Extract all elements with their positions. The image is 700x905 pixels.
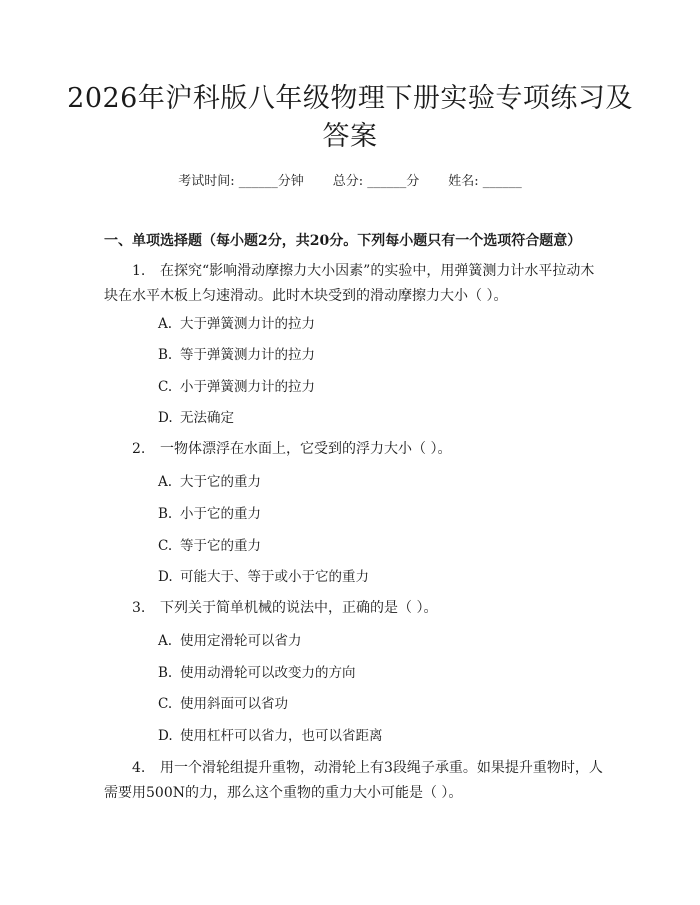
question-number: 1. <box>132 263 146 279</box>
question-text: 下列关于简单机械的说法中，正确的是（ ）。 <box>160 600 438 616</box>
question-1 <box>104 259 604 309</box>
option-1c <box>158 377 315 397</box>
question-4 <box>104 756 604 806</box>
option-letter: D. <box>158 569 173 585</box>
option-2b <box>158 504 261 524</box>
option-1d <box>158 408 234 428</box>
question-2 <box>104 437 604 462</box>
time-unit: 分钟 <box>277 174 304 189</box>
option-letter: A. <box>158 316 173 332</box>
question-text: 一物体漂浮在水面上，它受到的浮力大小（ ）。 <box>160 441 452 457</box>
option-letter: C. <box>158 379 173 395</box>
option-letter: D. <box>158 728 173 744</box>
option-letter: B. <box>158 506 173 522</box>
option-letter: B. <box>158 347 173 363</box>
option-text: 使用定滑轮可以省力 <box>180 633 302 649</box>
time-blank: ______ <box>238 174 278 189</box>
option-text: 大于弹簧测力计的拉力 <box>180 316 315 332</box>
option-2c <box>158 536 261 556</box>
section-heading: 一、单项选择题（每小题2分，共20分。下列每小题只有一个选项符合题意） <box>104 233 582 249</box>
question-text: 在探究“影响滑动摩擦力大小因素”的实验中，用弹簧测力计水平拉动木块在水平木板上匀速滑动。此时木块受到的滑动摩擦力大小（ ）。 <box>104 263 595 304</box>
score-label: 总分: <box>332 174 364 189</box>
option-text: 使用杠杆可以省力，也可以省距离 <box>180 728 383 744</box>
option-2d <box>158 567 369 587</box>
option-letter: A. <box>158 633 173 649</box>
option-text: 小于弹簧测力计的拉力 <box>180 379 315 395</box>
option-3c <box>158 694 288 714</box>
option-1a <box>158 314 315 334</box>
name-blank: ______ <box>482 174 522 189</box>
time-label: 考试时间: <box>178 174 235 189</box>
option-text: 使用动滑轮可以改变力的方向 <box>180 665 356 681</box>
option-3a <box>158 631 302 651</box>
question-text: 用一个滑轮组提升重物，动滑轮上有3段绳子承重。如果提升重物时，人需要用500N的力，那么这个重物的重力大小可能是（ ）。 <box>104 760 603 801</box>
option-text: 等于它的重力 <box>180 538 261 554</box>
option-letter: D. <box>158 410 173 426</box>
option-letter: C. <box>158 696 173 712</box>
option-letter: C. <box>158 538 173 554</box>
option-letter: B. <box>158 665 173 681</box>
option-1b <box>158 345 315 365</box>
option-3d <box>158 726 383 746</box>
option-text: 小于它的重力 <box>180 506 261 522</box>
option-text: 使用斜面可以省功 <box>180 696 288 712</box>
question-number: 3. <box>132 600 146 616</box>
option-text: 等于弹簧测力计的拉力 <box>180 347 315 363</box>
question-number: 4. <box>132 760 146 776</box>
exam-meta-line <box>0 170 700 189</box>
document-title: 2026年沪科版八年级物理下册实验专项练习及答案 <box>67 83 633 152</box>
option-text: 无法确定 <box>180 410 234 426</box>
question-number: 2. <box>132 441 146 457</box>
score-unit: 分 <box>406 174 420 189</box>
option-text: 大于它的重力 <box>180 474 261 490</box>
option-3b <box>158 663 356 683</box>
option-text: 可能大于、等于或小于它的重力 <box>180 569 369 585</box>
question-3 <box>104 596 604 621</box>
score-blank: ______ <box>367 174 407 189</box>
option-2a <box>158 472 261 492</box>
option-letter: A. <box>158 474 173 490</box>
name-label: 姓名: <box>448 174 479 189</box>
